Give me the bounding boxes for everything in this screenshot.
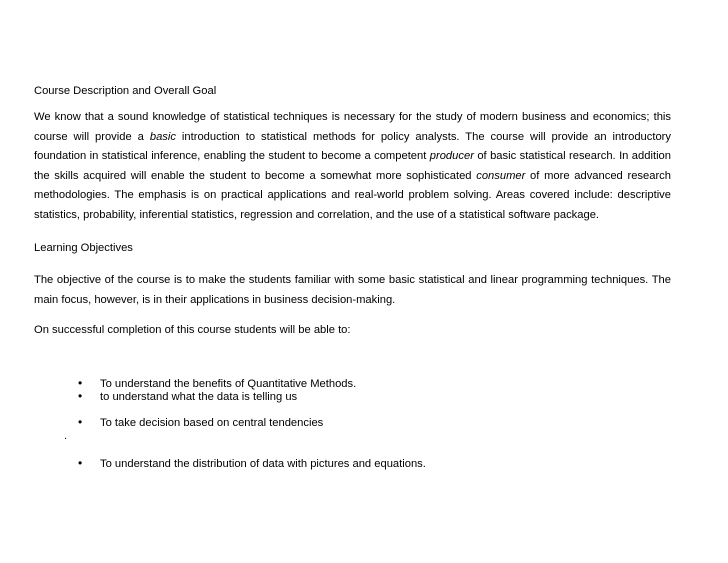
list-item: [78, 414, 678, 431]
desc-emphasis-basic: basic: [149, 130, 176, 143]
bullet-text: to understand what the data is telling us: [100, 391, 298, 403]
desc-text-2: introduction to statistical methods for policy analysts. The course will provide an introductory foundation in statistical inference, enabling the student to become a competent: [34, 130, 672, 163]
desc-text-3: of basic statistical research. In addition the skills acquired will enable the student to become a somewhat more sophisticated: [34, 150, 671, 182]
bullet-icon: •: [78, 376, 83, 390]
course-description-heading: Course Description and Overall Goal: [34, 85, 217, 97]
list-item: [78, 388, 678, 405]
bullet-text: To understand the benefits of Quantitative Methods.: [100, 378, 357, 390]
desc-text-4: of more advanced research methodologies. The emphasis is on practical applications and real-world problem solving. Areas covered include: descriptive statistics, probability, inferential statistics, regression and correlation, and the use of a statistical software package.: [34, 169, 671, 221]
objective-paragraph: The objective of the course is to make the students familiar with some basic statistical and linear programming techniques. The main focus, however, is in their applications in business decision-making.: [34, 274, 671, 306]
bullet-icon: •: [78, 456, 83, 470]
desc-text-1: We know that a sound knowledge of statistical techniques is necessary for the study of modern business and economics; this course will provide a: [34, 111, 671, 143]
list-item: [78, 455, 678, 472]
course-description-paragraph: [34, 108, 671, 226]
stray-period-mark: .: [64, 430, 68, 442]
learning-objectives-heading: Learning Objectives: [34, 242, 133, 254]
desc-emphasis-producer: producer: [429, 150, 474, 163]
bullet-text: To take decision based on central tendencies: [100, 417, 324, 429]
desc-emphasis-consumer: consumer: [476, 169, 526, 182]
bullet-icon: •: [78, 415, 83, 429]
completion-intro: On successful completion of this course students will be able to:: [34, 324, 351, 336]
bullet-text: To understand the distribution of data with pictures and equations.: [100, 458, 426, 470]
bullet-icon: •: [78, 389, 83, 403]
